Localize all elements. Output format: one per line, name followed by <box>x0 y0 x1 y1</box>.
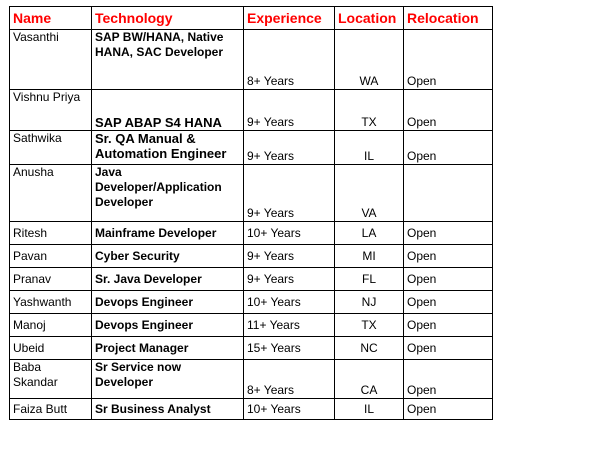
cell-experience: 8+ Years <box>244 30 335 90</box>
cell-experience: 10+ Years <box>244 222 335 245</box>
cell-name: Sathwika <box>10 131 92 165</box>
cell-relocation: Open <box>404 291 493 314</box>
cell-location: CA <box>335 360 404 399</box>
cell-location: VA <box>335 165 404 222</box>
cell-experience: 8+ Years <box>244 360 335 399</box>
header-row <box>10 7 493 30</box>
cell-relocation: Open <box>404 399 493 420</box>
cell-location: NC <box>335 337 404 360</box>
cell-location: LA <box>335 222 404 245</box>
cell-relocation: Open <box>404 30 493 90</box>
cell-experience: 9+ Years <box>244 268 335 291</box>
cell-relocation: Open <box>404 314 493 337</box>
cell-name: Vasanthi <box>10 30 92 90</box>
table-row <box>10 245 493 268</box>
cell-name: Ubeid <box>10 337 92 360</box>
cell-experience: 10+ Years <box>244 291 335 314</box>
cell-relocation: Open <box>404 131 493 165</box>
cell-experience: 9+ Years <box>244 90 335 131</box>
cell-relocation <box>404 165 493 222</box>
table-row <box>10 399 493 420</box>
header-relocation: Relocation <box>404 7 493 30</box>
cell-technology: Sr. Java Developer <box>92 268 244 291</box>
cell-experience: 15+ Years <box>244 337 335 360</box>
cell-technology: Java Developer/Application Developer <box>92 165 244 222</box>
cell-name: Ritesh <box>10 222 92 245</box>
header-name: Name <box>10 7 92 30</box>
cell-technology: SAP ABAP S4 HANA <box>92 90 244 131</box>
cell-relocation: Open <box>404 90 493 131</box>
cell-relocation: Open <box>404 337 493 360</box>
cell-technology: Sr Business Analyst <box>92 399 244 420</box>
header-experience: Experience <box>244 7 335 30</box>
cell-name: Faiza Butt <box>10 399 92 420</box>
cell-name: Anusha <box>10 165 92 222</box>
cell-experience: 9+ Years <box>244 165 335 222</box>
cell-relocation: Open <box>404 268 493 291</box>
table-row <box>10 360 493 399</box>
cell-name: Manoj <box>10 314 92 337</box>
cell-technology: SAP BW/HANA, Native HANA, SAC Developer <box>92 30 244 90</box>
cell-technology: Devops Engineer <box>92 314 244 337</box>
cell-location: MI <box>335 245 404 268</box>
header-technology: Technology <box>92 7 244 30</box>
table-row <box>10 222 493 245</box>
cell-name: Pranav <box>10 268 92 291</box>
cell-technology: Project Manager <box>92 337 244 360</box>
cell-relocation: Open <box>404 360 493 399</box>
cell-experience: 10+ Years <box>244 399 335 420</box>
cell-technology: Sr Service now Developer <box>92 360 244 399</box>
table-row <box>10 268 493 291</box>
cell-experience: 9+ Years <box>244 245 335 268</box>
cell-relocation: Open <box>404 222 493 245</box>
table-row <box>10 165 493 222</box>
cell-location: TX <box>335 314 404 337</box>
candidate-table <box>9 6 493 420</box>
cell-name: Baba Skandar <box>10 360 92 399</box>
cell-location: IL <box>335 131 404 165</box>
candidate-table-container <box>9 6 493 420</box>
table-row <box>10 30 493 90</box>
cell-location: NJ <box>335 291 404 314</box>
cell-name: Vishnu Priya <box>10 90 92 131</box>
table-row <box>10 291 493 314</box>
cell-location: WA <box>335 30 404 90</box>
table-row <box>10 314 493 337</box>
cell-relocation: Open <box>404 245 493 268</box>
table-row <box>10 131 493 165</box>
cell-experience: 11+ Years <box>244 314 335 337</box>
table-row <box>10 90 493 131</box>
cell-technology: Sr. QA Manual & Automation Engineer <box>92 131 244 165</box>
cell-name: Pavan <box>10 245 92 268</box>
cell-experience: 9+ Years <box>244 131 335 165</box>
table-row <box>10 337 493 360</box>
cell-name: Yashwanth <box>10 291 92 314</box>
cell-technology: Devops Engineer <box>92 291 244 314</box>
cell-location: FL <box>335 268 404 291</box>
cell-technology: Mainframe Developer <box>92 222 244 245</box>
cell-technology: Cyber Security <box>92 245 244 268</box>
header-location: Location <box>335 7 404 30</box>
cell-location: IL <box>335 399 404 420</box>
cell-location: TX <box>335 90 404 131</box>
